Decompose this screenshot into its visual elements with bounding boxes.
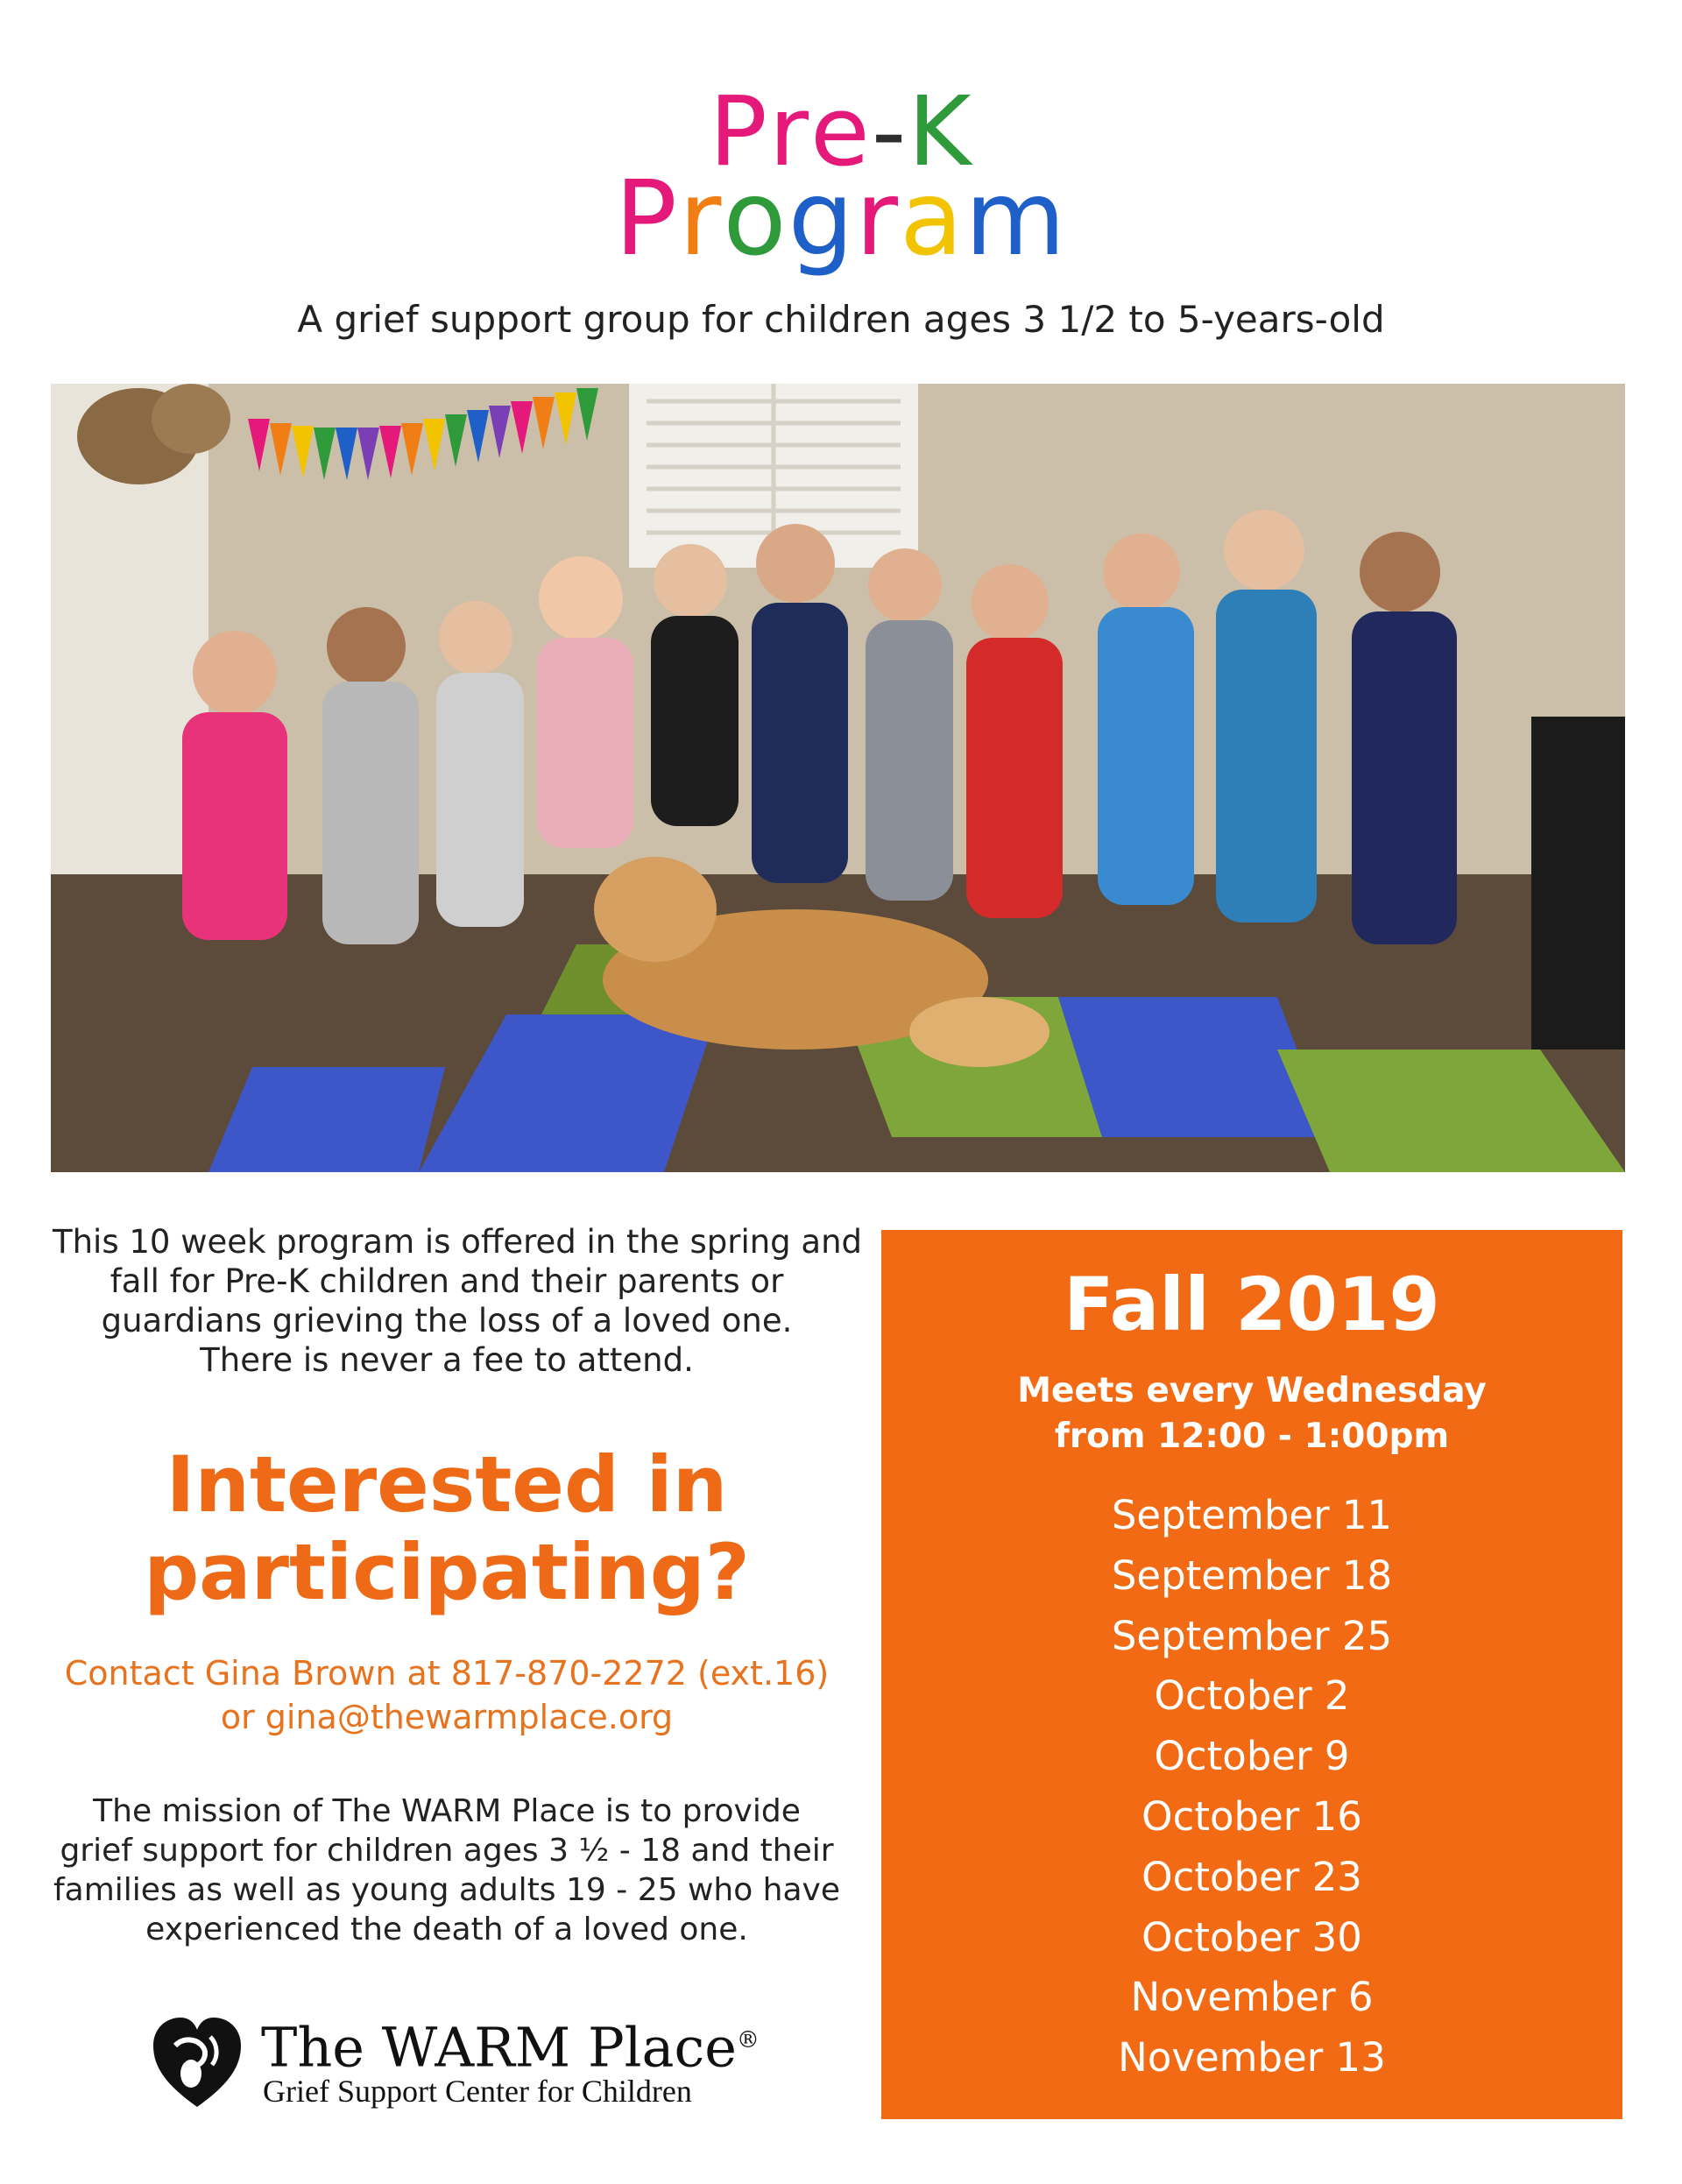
meeting-time [881,1368,1622,1460]
registered-mark: ® [736,2027,760,2053]
title-letter: P [709,75,769,187]
warm-place-logo [149,2011,762,2116]
cta-heading [53,1441,841,1616]
date-item: November 6 [1130,1974,1374,2021]
title-letter: a [900,158,965,279]
meets-hours: from 12:00 - 1:00pm [1054,1417,1450,1456]
title-letter: e [810,75,872,187]
title-program [0,158,1682,279]
title-letter: K [908,75,973,187]
contact-phone: Contact Gina Brown at 817-870-2272 (ext.16) [64,1654,830,1693]
program-description [53,1222,863,1380]
intro-line: guardians grieving the loss of a loved one. [101,1302,793,1339]
cta-line-1: Interested in [166,1439,728,1530]
meets-day: Meets every Wednesday [1017,1371,1487,1410]
cta-line-2: participating? [144,1527,750,1617]
mission-statement [53,1792,841,1949]
mission-line: experienced the death of a loved one. [145,1912,748,1947]
date-item: October 23 [1141,1853,1362,1900]
date-item: October 30 [1141,1913,1362,1961]
logo-tagline: Grief Support Center for Children [263,2074,692,2109]
contact-email[interactable]: or gina@thewarmplace.org [220,1698,674,1736]
intro-line: This 10 week program is offered in the spring and [53,1223,863,1261]
title-letter: r [678,158,724,279]
schedule-title: Fall 2019 [1064,1262,1440,1347]
schedule-box [881,1230,1622,2119]
title-letter: m [965,158,1068,279]
date-item: October 2 [1154,1672,1350,1720]
photo-illustration [51,384,1625,1172]
title-letter: g [788,158,856,279]
date-item: September 25 [1111,1612,1393,1659]
date-item: November 13 [1118,2034,1386,2082]
mission-line: families as well as young adults 19 - 25 who have [53,1872,840,1908]
intro-line: There is never a fee to attend. [200,1341,694,1379]
intro-line: fall for Pre-K children and their parents or [110,1262,784,1300]
contact-info [53,1651,841,1739]
date-item: September 11 [1111,1492,1393,1538]
date-item: October 16 [1141,1792,1362,1840]
date-item: October 9 [1154,1733,1350,1780]
mission-line: The mission of The WARM Place is to provide [93,1793,801,1829]
title-letter: P [614,158,679,279]
logo-name: The WARM Place® [261,2015,760,2080]
mission-line: grief support for children ages 3 ½ - 18 and their [60,1833,834,1869]
title-letter: o [723,158,788,279]
title-letter: r [768,75,811,187]
heart-hands-icon [149,2011,245,2111]
title-letter: r [855,158,901,279]
group-photo [51,384,1625,1172]
date-list [881,1486,1622,2089]
date-item: September 18 [1111,1551,1393,1599]
title-letter: - [871,75,908,187]
subtitle: A grief support group for children ages 3 1/2 to 5-years-old [297,298,1385,341]
